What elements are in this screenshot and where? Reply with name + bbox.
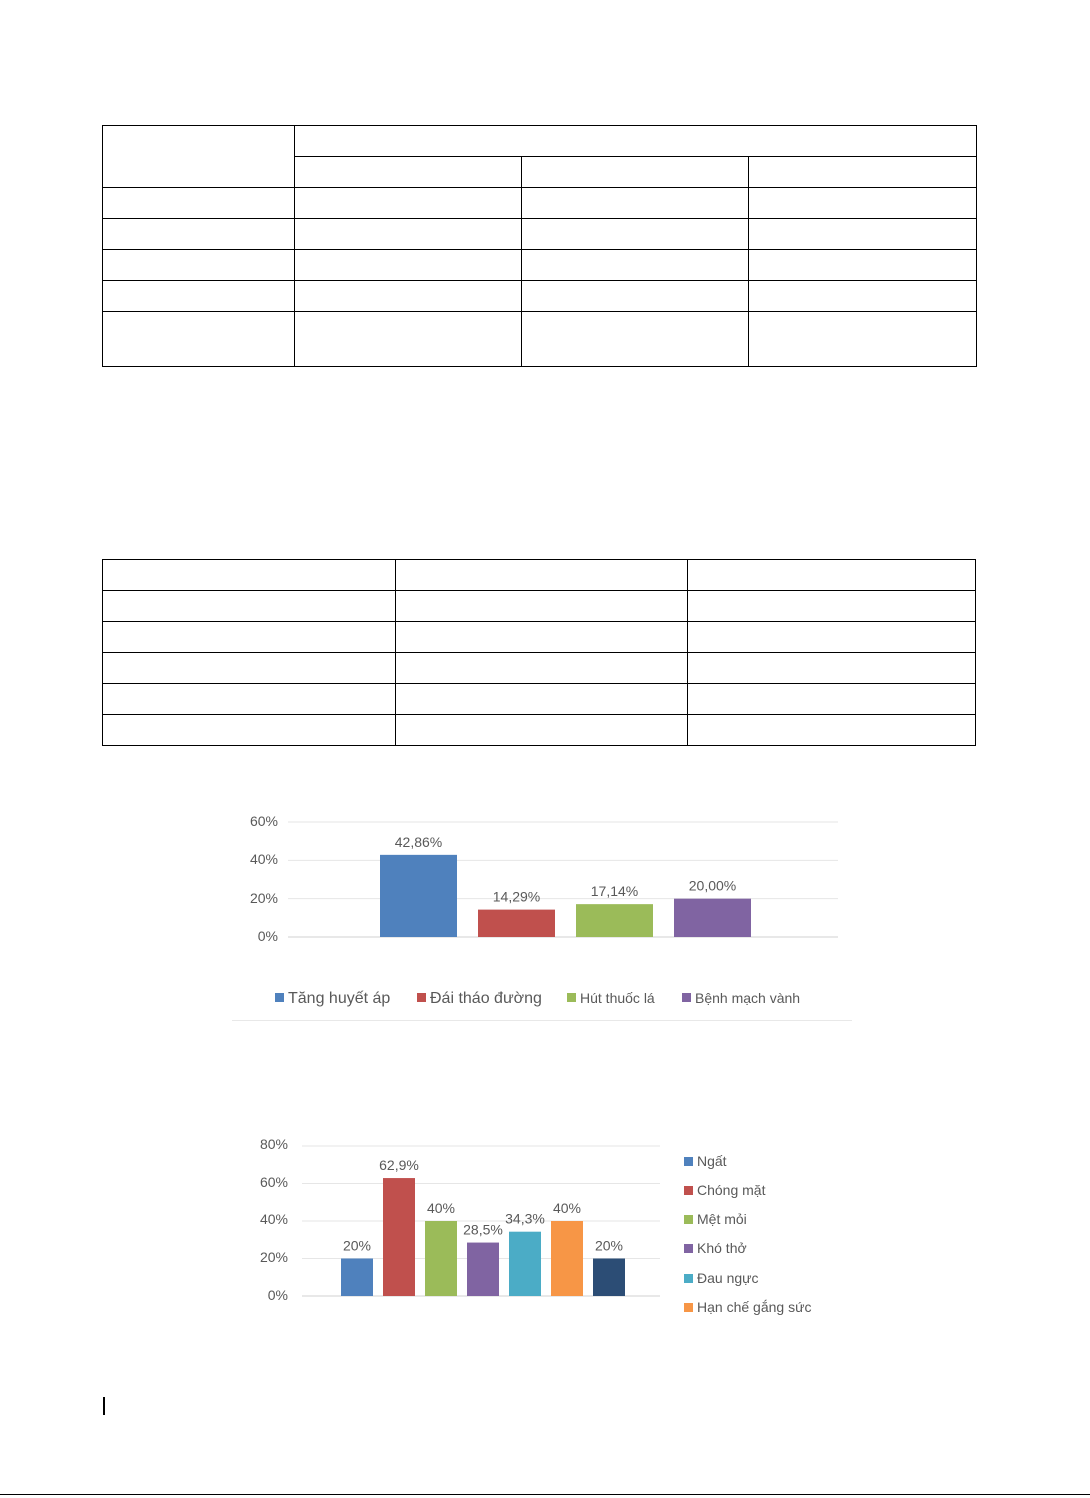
- bar: [509, 1232, 541, 1296]
- legend-swatch: [684, 1274, 693, 1283]
- table-row: [103, 684, 976, 715]
- table-2: [102, 559, 976, 746]
- data-label: 17,14%: [590, 883, 639, 900]
- legend-label: Bệnh mạch vành: [695, 990, 801, 1006]
- table-cell: [103, 622, 396, 653]
- table-row: [103, 281, 977, 312]
- legend-label: Mệt mỏi: [697, 1211, 747, 1227]
- table-cell: [688, 591, 976, 622]
- chart-2-y-axis: [260, 1136, 288, 1303]
- bar: [380, 855, 457, 937]
- page-bottom-rule: [0, 1494, 1090, 1495]
- bar: [593, 1259, 625, 1297]
- y-tick-label: 40%: [259, 1211, 288, 1227]
- table-cell: [522, 312, 749, 367]
- table-cell: [522, 219, 749, 250]
- table-cell: [396, 622, 688, 653]
- table-row: [103, 219, 977, 250]
- table-row: [103, 653, 976, 684]
- legend-swatch: [684, 1186, 693, 1195]
- bar: [383, 1178, 415, 1296]
- table-cell: [295, 157, 522, 188]
- table-row: [103, 188, 977, 219]
- data-label: 20%: [594, 1237, 624, 1254]
- table-cell: [103, 188, 295, 219]
- chart-2-legend: [684, 1153, 811, 1315]
- table-cell: [103, 312, 295, 367]
- table-cell: [749, 219, 977, 250]
- data-label: 40%: [552, 1200, 582, 1216]
- table-cell: [396, 715, 688, 746]
- table-cell: [749, 188, 977, 219]
- legend-label: Đau ngực: [697, 1270, 759, 1286]
- table-cell: [396, 591, 688, 622]
- table-cell: [103, 715, 396, 746]
- y-tick-label: 80%: [259, 1136, 288, 1152]
- table-cell: [688, 715, 976, 746]
- table-cell: [295, 312, 522, 367]
- symptom-bar-chart: [230, 1130, 855, 1330]
- data-label: 28,5%: [463, 1221, 503, 1238]
- table-cell: [688, 684, 976, 715]
- legend-swatch: [684, 1215, 693, 1224]
- table-cell: [103, 560, 396, 591]
- table-cell: [688, 653, 976, 684]
- legend-label: Hạn chế gắng sức: [697, 1299, 812, 1315]
- table-cell: [396, 684, 688, 715]
- y-tick-label: 60%: [249, 813, 278, 829]
- data-label: 62,9%: [379, 1157, 419, 1174]
- table-1: [102, 125, 977, 367]
- bar: [478, 910, 555, 937]
- page-margin-mark: [103, 1397, 105, 1415]
- legend-label: Hút thuốc lá: [580, 990, 655, 1006]
- table-cell: [103, 281, 295, 312]
- y-tick-label: 40%: [249, 851, 278, 867]
- table-cell: [396, 653, 688, 684]
- y-tick-label: 0%: [267, 1287, 288, 1303]
- table-cell: [103, 591, 396, 622]
- table-row: [103, 622, 976, 653]
- table-cell: [295, 281, 522, 312]
- table-cell: [103, 126, 295, 188]
- legend-label: Ngất: [697, 1153, 727, 1169]
- legend-swatch: [684, 1303, 693, 1312]
- bar: [467, 1243, 499, 1296]
- table-cell: [749, 312, 977, 367]
- table-cell: [522, 157, 749, 188]
- table-cell: [688, 622, 976, 653]
- table-cell: [396, 560, 688, 591]
- y-tick-label: 60%: [259, 1174, 288, 1190]
- table-cell: [688, 560, 976, 591]
- table-row: [103, 591, 976, 622]
- legend-swatch: [417, 993, 426, 1002]
- data-label: 40%: [426, 1200, 456, 1216]
- bar: [551, 1221, 583, 1296]
- table-row: [103, 250, 977, 281]
- table-cell: [295, 219, 522, 250]
- data-label: 34,3%: [505, 1210, 545, 1227]
- chart-1-gridlines: [288, 822, 838, 937]
- data-label: 14,29%: [492, 888, 541, 905]
- table-cell: [522, 281, 749, 312]
- table-row: [103, 126, 977, 157]
- chart-1-frame: [232, 1020, 852, 1021]
- bar: [425, 1221, 457, 1296]
- table-cell: [295, 188, 522, 219]
- legend-swatch: [567, 993, 576, 1002]
- data-label: 20%: [342, 1237, 372, 1254]
- legend-label: Tăng huyết áp: [288, 990, 391, 1007]
- y-tick-label: 20%: [249, 890, 278, 906]
- bar: [576, 904, 653, 937]
- legend-swatch: [275, 993, 284, 1002]
- legend-label: Chóng mặt: [697, 1182, 766, 1198]
- table-cell: [522, 188, 749, 219]
- table-cell: [103, 250, 295, 281]
- data-label: 42,86%: [394, 833, 443, 850]
- legend-label: Đái tháo đường: [430, 990, 542, 1007]
- table-cell: [295, 126, 977, 157]
- table-row: [103, 560, 976, 591]
- table-cell: [103, 684, 396, 715]
- y-tick-label: 0%: [257, 928, 278, 944]
- legend-swatch: [682, 993, 691, 1002]
- table-row: [103, 312, 977, 367]
- risk-factor-bar-chart: [230, 805, 855, 1020]
- legend-label: Khó thở: [697, 1240, 747, 1256]
- bar: [341, 1259, 373, 1297]
- table-row: [103, 715, 976, 746]
- chart-1-bars: [380, 855, 751, 937]
- table-cell: [749, 157, 977, 188]
- table-cell: [749, 250, 977, 281]
- chart-1-legend: [275, 990, 800, 1007]
- table-cell: [749, 281, 977, 312]
- table-cell: [295, 250, 522, 281]
- legend-swatch: [684, 1244, 693, 1253]
- table-cell: [103, 653, 396, 684]
- y-tick-label: 20%: [259, 1249, 288, 1265]
- bar: [674, 899, 751, 937]
- chart-1-y-axis: [250, 813, 278, 944]
- table-cell: [522, 250, 749, 281]
- data-label: 20,00%: [688, 877, 737, 894]
- table-cell: [103, 219, 295, 250]
- legend-swatch: [684, 1157, 693, 1166]
